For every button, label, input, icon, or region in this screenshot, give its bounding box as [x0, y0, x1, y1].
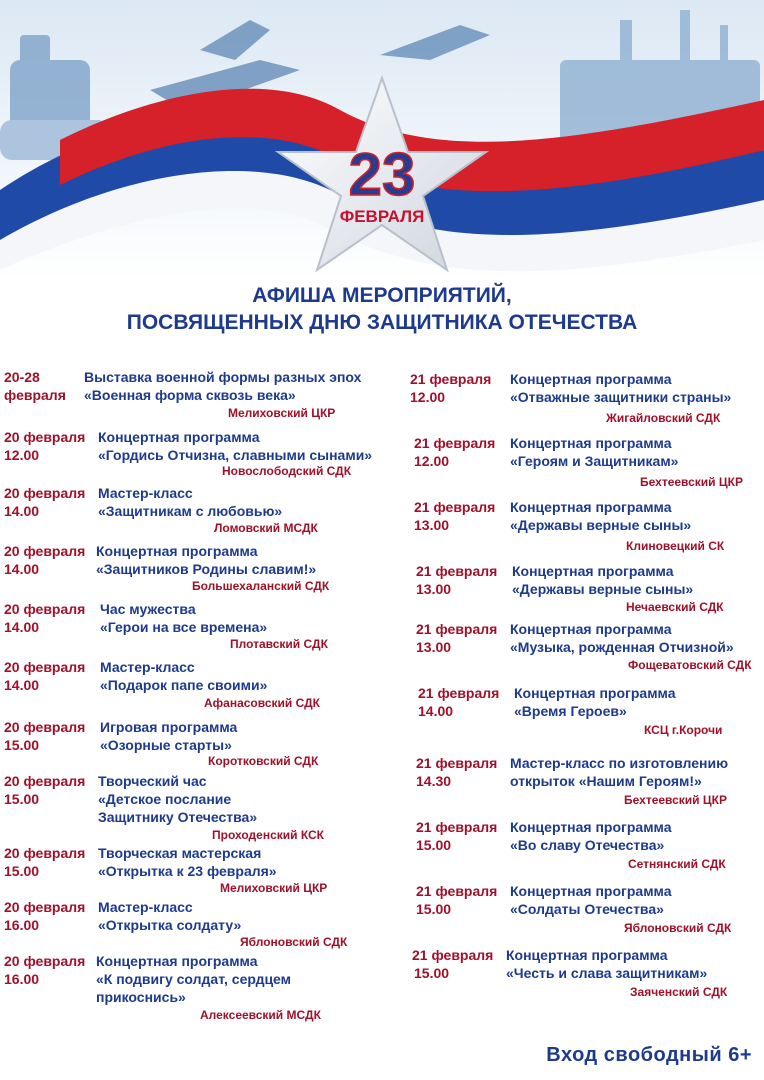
holiday-banner: [0, 0, 764, 280]
event-title: «Державы верные сыны»: [512, 581, 694, 597]
event-time: 15.00: [414, 965, 450, 981]
event-time: 15.00: [416, 901, 452, 917]
event-date: 21 февраля: [418, 685, 500, 701]
event-time: 12.00: [4, 447, 40, 463]
event-date: 21 февраля: [416, 563, 498, 579]
event-title: Мастер-класс: [98, 485, 193, 501]
event-date: 20 февраля: [4, 953, 86, 969]
event-venue: Яблоновский СДК: [240, 935, 348, 949]
event-title: «Гордись Отчизна, славными сынами»: [98, 447, 373, 463]
event-venue: Большехаланский СДК: [192, 579, 330, 593]
event-title: «Музыка, рожденная Отчизной»: [510, 639, 734, 655]
event-venue: Клиновецкий СК: [626, 539, 725, 553]
event-item: [4, 368, 396, 428]
event-title: Концертная программа: [510, 371, 672, 387]
event-title: Концертная программа: [514, 685, 676, 701]
event-item: [410, 946, 762, 1006]
event-item: [410, 882, 762, 946]
event-time: 15.00: [4, 737, 40, 753]
event-title: «Державы верные сыны»: [510, 517, 692, 533]
event-title: «Отважные защитники страны»: [510, 389, 732, 405]
event-title: Защитнику Отечества»: [98, 809, 258, 825]
event-date: 20 февраля: [4, 845, 86, 861]
event-item: [4, 428, 396, 484]
event-time: 12.00: [414, 453, 450, 469]
date-month: ФЕВРАЛЯ: [339, 207, 425, 226]
event-venue: Бехтеевский ЦКР: [624, 793, 727, 807]
event-time: 12.00: [410, 389, 446, 405]
event-item: [4, 772, 396, 844]
event-date: 21 февраля: [414, 499, 496, 515]
event-time: 15.00: [416, 837, 452, 853]
event-venue: Новослободский СДК: [222, 464, 352, 478]
event-item: [4, 718, 396, 772]
event-date: 20 февраля: [4, 773, 86, 789]
event-item: [4, 952, 396, 1024]
page-title: [0, 282, 764, 336]
event-title: Концертная программа: [98, 429, 260, 445]
event-time: 14.00: [4, 561, 40, 577]
event-title: «Героям и Защитникам»: [510, 453, 679, 469]
event-item: [4, 844, 396, 898]
event-title: Концертная программа: [510, 435, 672, 451]
event-venue: Мелиховский ЦКР: [228, 406, 336, 420]
event-time: 16.00: [4, 917, 40, 933]
events-left-column: [4, 368, 396, 1024]
event-item: [410, 754, 762, 818]
event-date: 20 февраля: [4, 601, 86, 617]
event-time: 13.00: [416, 581, 452, 597]
event-title: «Военная форма сквозь века»: [84, 387, 296, 403]
event-venue: Афанасовский СДК: [204, 696, 320, 710]
event-title: «Открытка солдату»: [98, 917, 242, 933]
event-title: Мастер-класс: [100, 659, 195, 675]
event-title: «Честь и слава защитникам»: [506, 965, 708, 981]
title-line-1: АФИША МЕРОПРИЯТИЙ,: [252, 284, 512, 307]
event-title: Мастер-класс по изготовлению: [510, 755, 729, 771]
event-title: Концертная программа: [510, 883, 672, 899]
event-title: Концертная программа: [510, 499, 672, 515]
event-date: 20 февраля: [4, 659, 86, 675]
date-number: 23: [348, 141, 416, 208]
event-item: [410, 684, 762, 754]
event-date: 20 февраля: [4, 543, 86, 559]
event-title: прикоснись»: [96, 989, 186, 1005]
event-date: 20-28: [4, 369, 40, 385]
event-date: 21 февраля: [412, 947, 494, 963]
event-venue: Коротковский СДК: [208, 754, 319, 768]
event-title: «Время Героев»: [514, 703, 627, 719]
event-title: Выставка военной формы разных эпох: [84, 369, 362, 385]
event-title: Концертная программа: [510, 621, 672, 637]
event-title: открыток «Нашим Героям!»: [510, 773, 702, 789]
event-time: 13.00: [416, 639, 452, 655]
event-time: 16.00: [4, 971, 40, 987]
event-title: Игровая программа: [100, 719, 238, 735]
event-date: 20 февраля: [4, 429, 86, 445]
event-title: «Подарок папе своими»: [100, 677, 268, 693]
event-item: [410, 370, 762, 434]
event-title: Творческая мастерская: [98, 845, 262, 861]
event-item: [4, 484, 396, 542]
event-title: Концертная программа: [512, 563, 674, 579]
event-time: 15.00: [4, 863, 40, 879]
event-title: «Озорные старты»: [100, 737, 232, 753]
event-date: 21 февраля: [416, 883, 498, 899]
event-item: [4, 898, 396, 952]
event-title: «К подвигу солдат, сердцем: [96, 971, 292, 987]
event-venue: Фощеватовский СДК: [628, 658, 752, 672]
event-title: «Открытка к 23 февраля»: [98, 863, 277, 879]
event-date: 21 февраля: [414, 435, 496, 451]
event-venue: КСЦ г.Корочи: [644, 723, 723, 737]
event-date: 20 февраля: [4, 899, 86, 915]
event-item: [410, 498, 762, 562]
event-title: Концертная программа: [506, 947, 668, 963]
event-date: 21 февраля: [416, 621, 498, 637]
event-title: «Детское послание: [98, 791, 232, 807]
event-item: [4, 600, 396, 658]
event-title: «Защитникам с любовью»: [98, 503, 283, 519]
event-title: «Герои на все времена»: [100, 619, 268, 635]
event-item: [4, 658, 396, 718]
event-date: 20 февраля: [4, 719, 86, 735]
event-item: [410, 434, 762, 498]
event-time: 14.30: [416, 773, 452, 789]
event-item: [410, 562, 762, 620]
event-venue: Мелиховский ЦКР: [220, 881, 328, 895]
event-time: 14.00: [4, 619, 40, 635]
event-title: Концертная программа: [96, 543, 258, 559]
event-item: [410, 818, 762, 882]
event-venue: Алексеевский МСДК: [200, 1008, 321, 1022]
event-item: [410, 620, 762, 684]
event-title: «Во славу Отечества»: [510, 837, 665, 853]
event-title: «Солдаты Отечества»: [510, 901, 664, 917]
event-venue: Сетнянский СДК: [628, 857, 726, 871]
event-venue: Нечаевский СДК: [626, 600, 724, 614]
event-time: 14.00: [4, 503, 40, 519]
event-title: Концертная программа: [510, 819, 672, 835]
event-date: 20 февраля: [4, 485, 86, 501]
event-venue: Плотавский СДК: [230, 637, 328, 651]
event-time: 14.00: [4, 677, 40, 693]
event-title: Концертная программа: [96, 953, 258, 969]
event-time: 13.00: [414, 517, 450, 533]
event-title: «Защитников Родины славим!»: [96, 561, 317, 577]
event-venue: Яблоновский СДК: [624, 921, 732, 935]
free-entry-note: Вход свободный 6+: [546, 1044, 752, 1066]
event-time: февраля: [4, 387, 66, 403]
events-right-column: [410, 370, 762, 1006]
event-time: 14.00: [418, 703, 454, 719]
event-time: 15.00: [4, 791, 40, 807]
event-date: 21 февраля: [416, 755, 498, 771]
event-date: 21 февраля: [410, 371, 492, 387]
event-title: Час мужества: [100, 601, 196, 617]
event-venue: Проходенский КСК: [212, 828, 324, 842]
event-venue: Ломовский МСДК: [214, 521, 318, 535]
title-line-2: ПОСВЯЩЕННЫХ ДНЮ ЗАЩИТНИКА ОТЕЧЕСТВА: [126, 311, 638, 334]
event-title: Творческий час: [98, 773, 207, 789]
event-title: Мастер-класс: [98, 899, 193, 915]
event-venue: Бехтеевский ЦКР: [640, 475, 743, 489]
event-date: 21 февраля: [416, 819, 498, 835]
event-item: [4, 542, 396, 600]
event-venue: Заяченский СДК: [630, 985, 728, 999]
event-venue: Жигайловский СДК: [606, 411, 721, 425]
